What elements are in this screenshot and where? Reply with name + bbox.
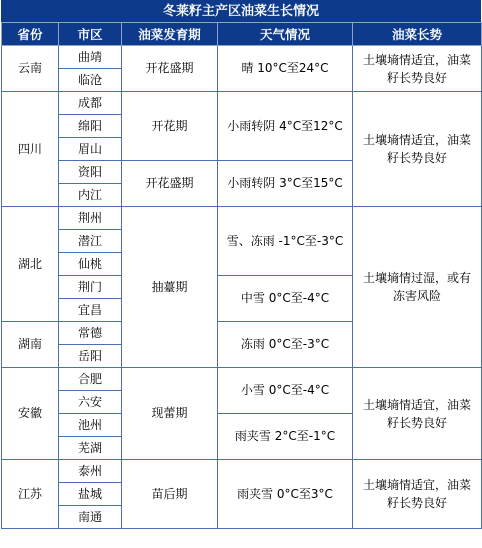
weather-cell: 晴 10°C至24°C <box>218 46 353 92</box>
growth-cell: 土壤墒情适宜，油菜籽长势良好 <box>353 46 482 92</box>
header-row <box>2 23 482 46</box>
growth-cell: 土壤墒情适宜，油菜籽长势良好 <box>353 92 482 207</box>
city-cell: 临沧 <box>59 69 122 92</box>
table-row <box>2 460 482 483</box>
table-row <box>2 46 482 69</box>
header-weather: 天气情况 <box>218 23 353 46</box>
growth-cell: 土壤墒情过湿，或有冻害风险 <box>353 207 482 368</box>
growth-cell: 土壤墒情适宜，油菜籽长势良好 <box>353 368 482 460</box>
stage-cell: 开花期 <box>122 92 218 161</box>
city-cell: 潜江 <box>59 230 122 253</box>
growth-table <box>1 22 482 529</box>
weather-cell: 小雨转阴 4°C至12°C <box>218 92 353 161</box>
city-cell: 常德 <box>59 322 122 345</box>
city-cell: 成都 <box>59 92 122 115</box>
stage-cell: 抽薹期 <box>122 207 218 368</box>
city-cell: 岳阳 <box>59 345 122 368</box>
province-cell: 湖北 <box>2 207 59 322</box>
province-cell: 湖南 <box>2 322 59 368</box>
city-cell: 资阳 <box>59 161 122 184</box>
header-growth: 油菜长势 <box>353 23 482 46</box>
weather-cell: 小雪 0°C至-4°C <box>218 368 353 414</box>
growth-cell: 土壤墒情适宜，油菜籽长势良好 <box>353 460 482 529</box>
stage-cell: 现蕾期 <box>122 368 218 460</box>
weather-cell: 小雨转阴 3°C至15°C <box>218 161 353 207</box>
city-cell: 六安 <box>59 391 122 414</box>
stage-cell: 开花盛期 <box>122 161 218 207</box>
province-cell: 四川 <box>2 92 59 207</box>
city-cell: 盐城 <box>59 483 122 506</box>
stage-cell: 苗后期 <box>122 460 218 529</box>
city-cell: 曲靖 <box>59 46 122 69</box>
city-cell: 眉山 <box>59 138 122 161</box>
weather-cell: 中雪 0°C至-4°C <box>218 276 353 322</box>
table-row <box>2 368 482 391</box>
city-cell: 池州 <box>59 414 122 437</box>
province-cell: 安徽 <box>2 368 59 460</box>
city-cell: 荆州 <box>59 207 122 230</box>
table-row <box>2 92 482 115</box>
header-city: 市区 <box>59 23 122 46</box>
province-cell: 江苏 <box>2 460 59 529</box>
table-row <box>2 207 482 230</box>
city-cell: 芜湖 <box>59 437 122 460</box>
weather-cell: 冻雨 0°C至-3°C <box>218 322 353 368</box>
weather-cell: 雪、冻雨 -1°C至-3°C <box>218 207 353 276</box>
city-cell: 荆门 <box>59 276 122 299</box>
header-stage: 油菜发育期 <box>122 23 218 46</box>
weather-cell: 雨夹雪 2°C至-1°C <box>218 414 353 460</box>
city-cell: 内江 <box>59 184 122 207</box>
rapeseed-report <box>1 0 481 529</box>
province-cell: 云南 <box>2 46 59 92</box>
stage-cell: 开花盛期 <box>122 46 218 92</box>
table-title: 冬莱籽主产区油菜生长情况 <box>1 0 481 22</box>
city-cell: 南通 <box>59 506 122 529</box>
city-cell: 宜昌 <box>59 299 122 322</box>
city-cell: 仙桃 <box>59 253 122 276</box>
city-cell: 合肥 <box>59 368 122 391</box>
header-province: 省份 <box>2 23 59 46</box>
city-cell: 泰州 <box>59 460 122 483</box>
city-cell: 绵阳 <box>59 115 122 138</box>
weather-cell: 雨夹雪 0°C至3°C <box>218 460 353 529</box>
